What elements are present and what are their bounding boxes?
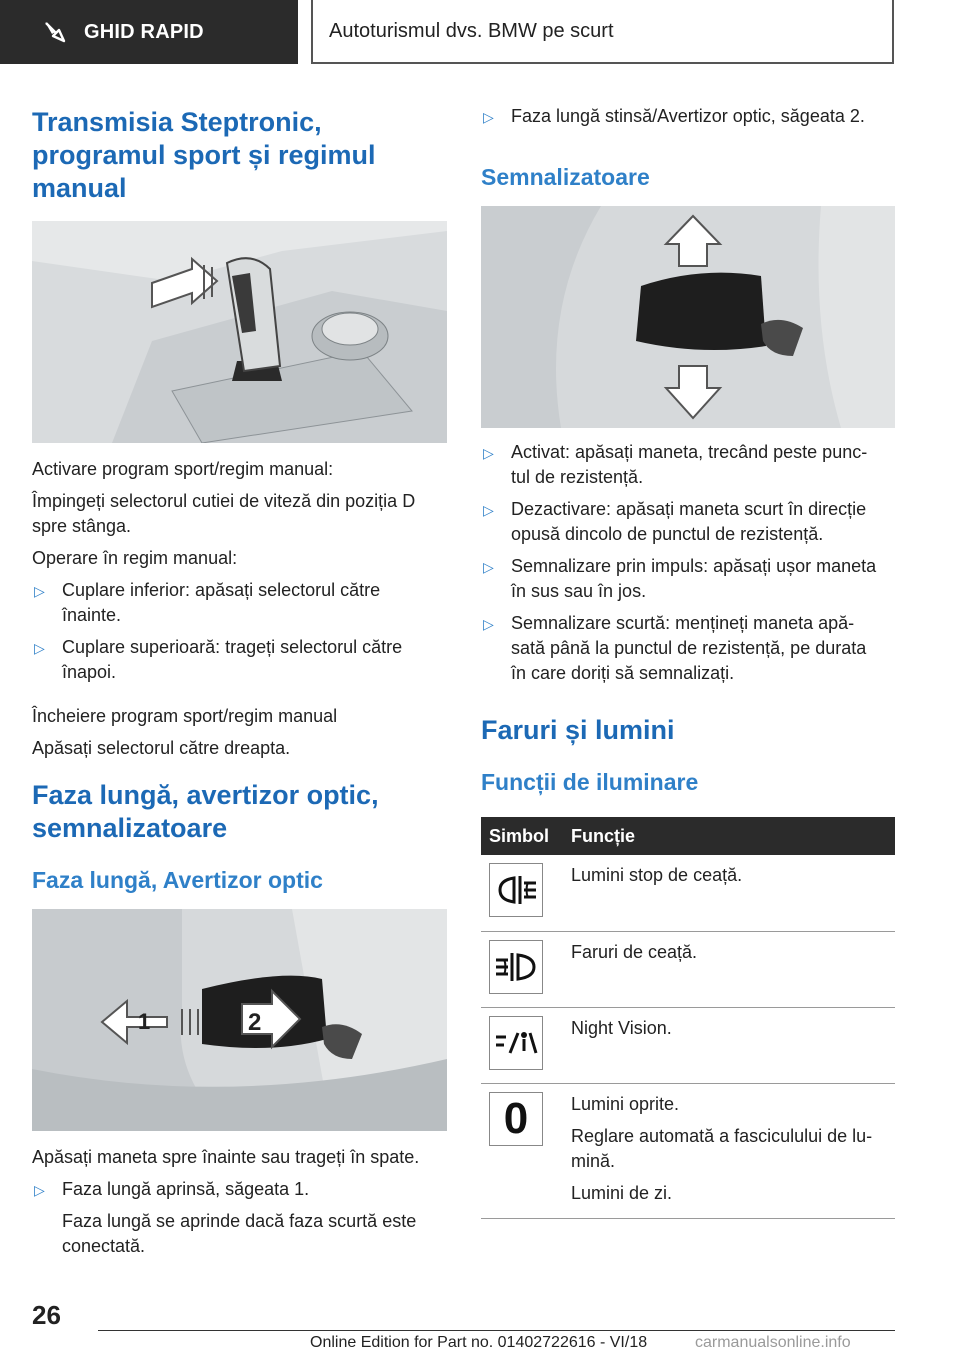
front-fog-light-icon	[489, 940, 543, 994]
right-column	[481, 100, 895, 1219]
header-section-label: GHID RAPID	[84, 20, 204, 43]
turn-signals-subsection: Semnalizatoare	[481, 164, 650, 190]
bullet-short-signal: ▷ Semnalizare scurtă: mențineți maneta apă- sată până la punctul de rezistență, pe durata în care doriți să semnalizați.	[481, 611, 895, 686]
high-beam-subsection: Faza lungă, Avertizor optic	[32, 867, 323, 893]
night-vision-icon	[489, 1016, 543, 1070]
function-text: Lumini oprite.	[571, 1093, 680, 1114]
activation-instruction: Împingeți selectorul cutiei de viteză din poziția D spre stânga.	[32, 491, 416, 536]
bullet-triangle-icon: ▷	[483, 109, 494, 125]
end-sport-instruction: Apăsați selectorul către dreapta.	[32, 738, 291, 758]
table-row	[481, 1007, 895, 1083]
lighting-functions-subsection: Funcții de iluminare	[481, 769, 699, 795]
function-text: Faruri de ceață.	[567, 931, 895, 1007]
bullet-triangle-icon: ▷	[34, 583, 45, 599]
table-row	[481, 1083, 895, 1218]
lights-section-title: Faruri și lumini	[481, 715, 675, 745]
bullet-triangle-icon: ▷	[483, 502, 494, 518]
bullet-deactivate-signal: ▷ Dezactivare: apăsați maneta scurt în direcție opusă dincolo de punctul de rezistență.	[481, 497, 895, 547]
turn-signal-stalk-image	[481, 206, 895, 428]
bullet-impulse-signal: ▷ Semnalizare prin impuls: apăsați ușor maneta în sus sau în jos.	[481, 554, 895, 604]
arrow-label-2: 2	[248, 1009, 262, 1036]
lights-off-icon: 0	[489, 1092, 543, 1146]
bullet-downshift: ▷ Cuplare inferior: apăsați selectorul către înainte.	[32, 578, 447, 628]
column-header-function: Funcție	[567, 817, 895, 855]
bullet-triangle-icon: ▷	[483, 445, 494, 461]
header-section-tab	[0, 0, 298, 64]
activation-intro: Activare program sport/regim manual:	[32, 459, 334, 479]
quick-guide-icon	[42, 19, 68, 45]
bullet-triangle-icon: ▷	[483, 616, 494, 632]
manual-mode-intro: Operare în regim manual:	[32, 548, 238, 568]
bullet-high-beam-off: ▷ Faza lungă stinsă/Avertizor optic, săgeata 2.	[481, 104, 895, 130]
end-sport-mode: Încheiere program sport/regim manual	[32, 706, 338, 726]
arrow-label-1: 1	[138, 1009, 151, 1034]
edition-text: Online Edition for Part no. 01402722616 - VI/18	[310, 1334, 648, 1351]
high-beam-section-title: Faza lungă, avertizor optic, semnalizatoare	[32, 780, 379, 843]
header-chapter-title: Autoturismul dvs. BMW pe scurt	[329, 19, 614, 42]
table-row	[481, 855, 895, 931]
function-text: Night Vision.	[567, 1007, 895, 1083]
table-header-row	[481, 817, 895, 855]
bullet-upshift: ▷ Cuplare superioară: trageți selectorul către înapoi.	[32, 635, 447, 685]
high-beam-instruction: Apăsați maneta spre înainte sau trageți în spate.	[32, 1147, 420, 1167]
gear-selector-image	[32, 221, 447, 443]
table-row	[481, 931, 895, 1007]
column-header-symbol: Simbol	[481, 817, 567, 855]
function-text: Lumini stop de ceață.	[567, 855, 895, 931]
steptronic-title: Transmisia Steptronic, programul sport și regimul manual	[32, 107, 376, 203]
page-number: 26	[32, 1300, 61, 1330]
footer-divider	[98, 1330, 895, 1331]
watermark-text: carmanualsonline.info	[695, 1334, 851, 1351]
bullet-triangle-icon: ▷	[34, 640, 45, 656]
header-chapter-box	[311, 0, 894, 64]
rear-fog-light-icon	[489, 863, 543, 917]
bullet-activate-signal: ▷ Activat: apăsați maneta, trecând peste punc- tul de rezistență.	[481, 440, 895, 490]
bullet-high-beam-on: ▷ Faza lungă aprinsă, săgeata 1. Faza lungă se aprinde dacă faza scurtă este conectată.	[32, 1177, 447, 1259]
bullet-triangle-icon: ▷	[483, 559, 494, 575]
high-beam-stalk-image	[32, 909, 447, 1131]
function-text: Reglare automată a fasciculului de lu- mină.	[571, 1125, 873, 1171]
lighting-functions-table	[481, 817, 895, 1219]
bullet-triangle-icon: ▷	[34, 1182, 45, 1198]
function-text: Lumini de zi.	[571, 1182, 673, 1203]
left-column	[32, 100, 447, 1259]
